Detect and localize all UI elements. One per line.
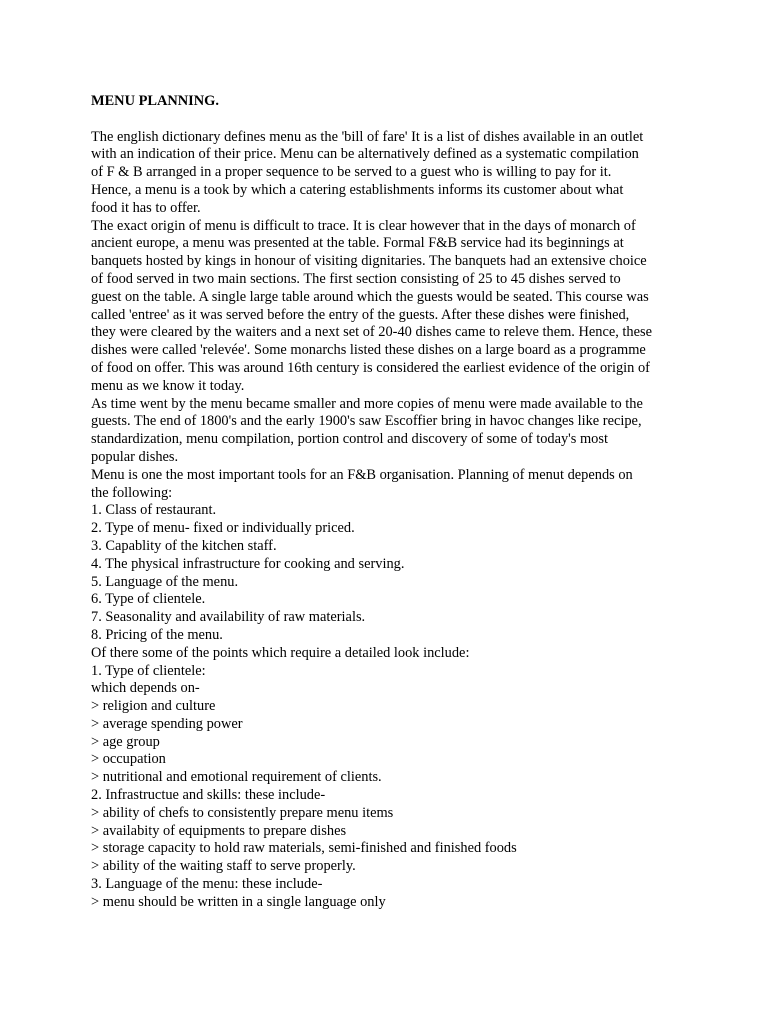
list-item: 5. Language of the menu.	[91, 573, 239, 590]
text-line: of food served in two main sections. The first section consisting of 25 to 45 dishes served to	[91, 270, 621, 287]
bullet-item: > religion and culture	[91, 698, 216, 715]
list-item: 2. Infrastructue and skills: these include-	[91, 787, 326, 804]
text-line: As time went by the menu became smaller and more copies of menu were made available to the	[91, 395, 643, 412]
list-item: 3. Language of the menu: these include-	[91, 876, 323, 893]
text-line: food it has to offer.	[91, 199, 201, 216]
list-item: 2. Type of menu- fixed or individually priced.	[91, 520, 355, 537]
text-line: banquets hosted by kings in honour of visiting dignitaries. The banquets had an extensive choice	[91, 253, 647, 270]
text-line: guest on the table. A single large table around which the guests would be seated. This course was	[91, 288, 649, 305]
bullet-item: > nutritional and emotional requirement of clients.	[91, 769, 382, 786]
list-item: 6. Type of clientele.	[91, 591, 206, 608]
text-line: which depends on-	[91, 680, 200, 697]
list-item: 3. Capablity of the kitchen staff.	[91, 537, 277, 554]
bullet-item: > menu should be written in a single language only	[91, 893, 386, 910]
bullet-item: > age group	[91, 733, 160, 750]
text-line: with an indication of their price. Menu can be alternatively defined as a systematic compilation	[91, 146, 639, 163]
text-line: Of there some of the points which require a detailed look include:	[91, 644, 470, 661]
bullet-item: > availabity of equipments to prepare dishes	[91, 822, 347, 839]
text-line: of food on offer. This was around 16th century is considered the earliest evidence of the origin of	[91, 359, 650, 376]
text-line: of F & B arranged in a proper sequence to be served to a guest who is willing to pay for it.	[91, 164, 612, 181]
text-line: menu as we know it today.	[91, 377, 245, 394]
bullet-item: > ability of chefs to consistently prepare menu items	[91, 804, 394, 821]
list-item: 4. The physical infrastructure for cooking and serving.	[91, 555, 405, 572]
text-line: popular dishes.	[91, 448, 179, 465]
text-line: ancient europe, a menu was presented at the table. Formal F&B service had its beginnings at	[91, 235, 624, 252]
list-item: 8. Pricing of the menu.	[91, 626, 223, 643]
text-line: The exact origin of menu is difficult to trace. It is clear however that in the days of monarch of	[91, 217, 636, 234]
list-item: 1. Class of restaurant.	[91, 502, 217, 519]
text-line: called 'entree' as it was served before the entry of the guests. After these dishes were finished,	[91, 306, 630, 323]
text-line: Hence, a menu is a took by which a catering establishments informs its customer about what	[91, 181, 624, 198]
document-page	[91, 93, 691, 912]
text-line: the following:	[91, 484, 173, 501]
bullet-item: > ability of the waiting staff to serve properly.	[91, 858, 356, 875]
document-title: MENU PLANNING.	[91, 93, 219, 109]
bullet-item: > average spending power	[91, 715, 243, 732]
bullet-item: > occupation	[91, 751, 166, 768]
text-line: Menu is one the most important tools for an F&B organisation. Planning of menut depends on	[91, 466, 633, 483]
text-line: they were cleared by the waiters and a next set of 20-40 dishes came to releve them. Hence, these	[91, 324, 653, 341]
bullet-item: > storage capacity to hold raw materials, semi-finished and finished foods	[91, 840, 517, 857]
list-item: 1. Type of clientele:	[91, 662, 206, 679]
text-line: The english dictionary defines menu as the 'bill of fare' It is a list of dishes available in an outlet	[91, 128, 644, 145]
text-line: dishes were called 'relevée'. Some monarchs listed these dishes on a large board as a programme	[91, 342, 646, 359]
text-line: standardization, menu compilation, portion control and discovery of some of today's most	[91, 431, 608, 448]
text-line: guests. The end of 1800's and the early 1900's saw Escoffier bring in havoc changes like recipe,	[91, 413, 642, 430]
list-item: 7. Seasonality and availability of raw materials.	[91, 609, 366, 626]
